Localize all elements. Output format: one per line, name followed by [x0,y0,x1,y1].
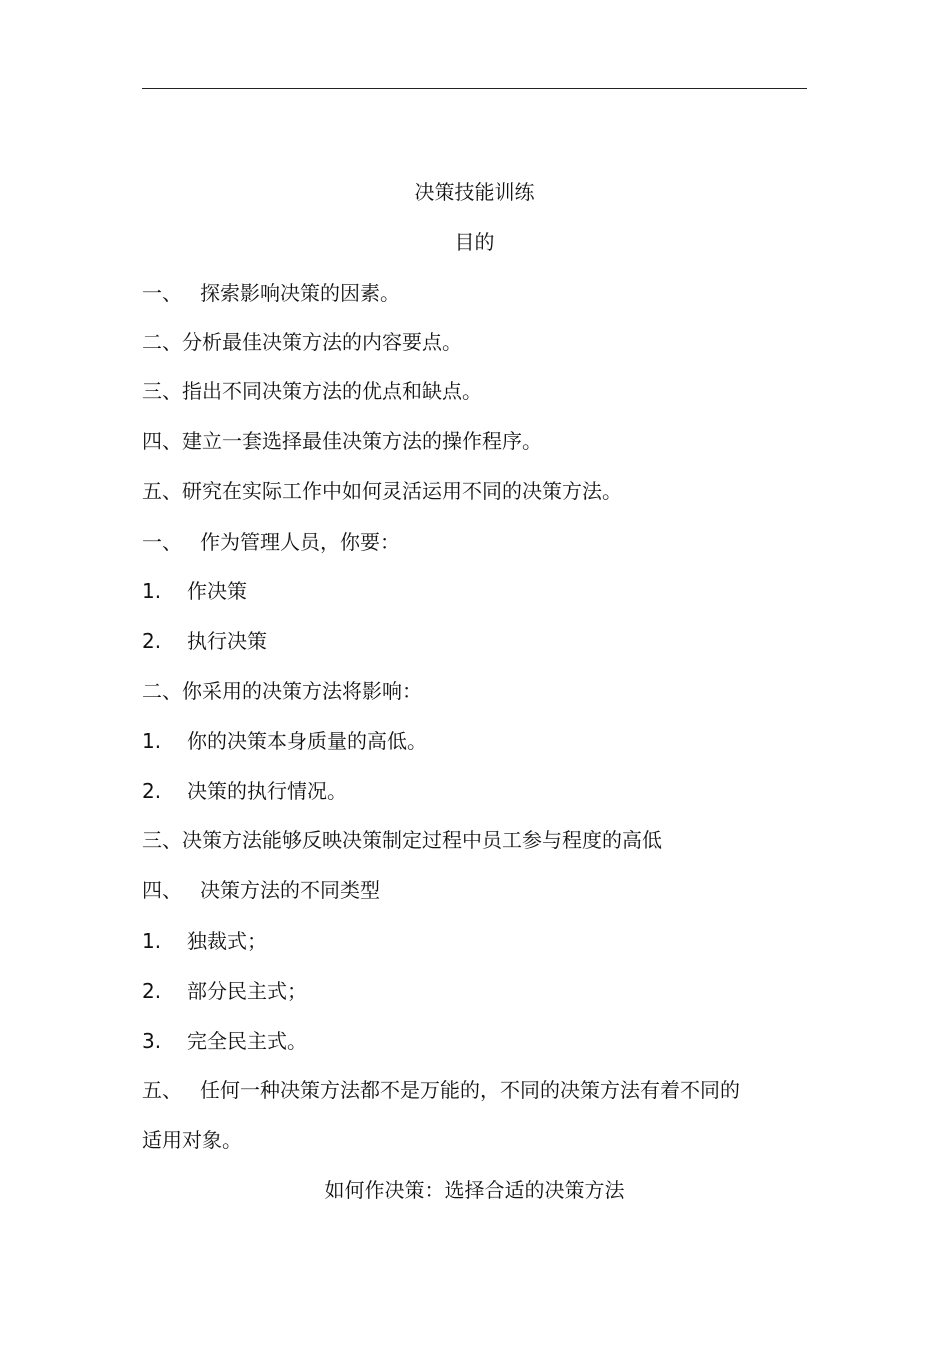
list-item [142,778,347,804]
section-heading [142,678,422,704]
objective-text: 分析最佳决策方法的内容要点。 [182,330,462,354]
objective-item [142,378,482,404]
section-heading [142,1077,740,1103]
list-number: 2. [142,979,162,1003]
list-text: 部分民主式； [187,979,307,1003]
section-text: 作为管理人员，你要： [200,530,400,554]
footer-heading: 如何作决策：选择合适的决策方法 [324,1178,625,1202]
list-item [142,978,307,1004]
section-heading [142,877,380,903]
objective-text: 探索影响决策的因素。 [200,281,400,305]
objective-item [142,428,542,454]
section-marker: 五、 [142,1078,182,1102]
objective-marker: 二、 [142,330,182,354]
list-item [142,1028,307,1054]
objective-item [142,280,400,306]
section-marker: 四、 [142,878,182,902]
objective-text: 建立一套选择最佳决策方法的操作程序。 [182,429,542,453]
list-text: 执行决策 [187,629,267,653]
document-title: 决策技能训练 [414,180,535,204]
objective-marker: 五、 [142,479,182,503]
section-marker: 一、 [142,530,182,554]
document-subtitle: 目的 [454,230,495,254]
objective-marker: 三、 [142,379,182,403]
section-continuation: 适用对象。 [142,1128,242,1152]
section-heading [142,827,662,853]
list-number: 2. [142,779,162,803]
section-text: 决策方法能够反映决策制定过程中员工参与程度的高低 [182,828,662,852]
section-marker: 二、 [142,679,182,703]
list-text: 决策的执行情况。 [187,779,347,803]
list-number: 1. [142,579,162,603]
list-text: 你的决策本身质量的高低。 [187,729,427,753]
list-item [142,928,267,954]
list-text: 作决策 [187,579,247,603]
list-item [142,728,427,754]
list-number: 3. [142,1029,162,1053]
list-item [142,578,247,604]
section-marker: 三、 [142,828,182,852]
objective-text: 研究在实际工作中如何灵活运用不同的决策方法。 [182,479,622,503]
list-text: 完全民主式。 [187,1029,307,1053]
section-text: 你采用的决策方法将影响： [182,679,422,703]
header-rule [142,88,807,89]
objective-item [142,478,622,504]
list-item [142,628,267,654]
list-number: 1. [142,729,162,753]
section-text: 任何一种决策方法都不是万能的，不同的决策方法有着不同的 [200,1078,740,1102]
section-heading [142,529,400,555]
objective-marker: 一、 [142,281,182,305]
list-text: 独裁式； [187,929,267,953]
objective-item [142,329,462,355]
objective-text: 指出不同决策方法的优点和缺点。 [182,379,482,403]
list-number: 1. [142,929,162,953]
objective-marker: 四、 [142,429,182,453]
list-number: 2. [142,629,162,653]
section-text: 决策方法的不同类型 [200,878,380,902]
